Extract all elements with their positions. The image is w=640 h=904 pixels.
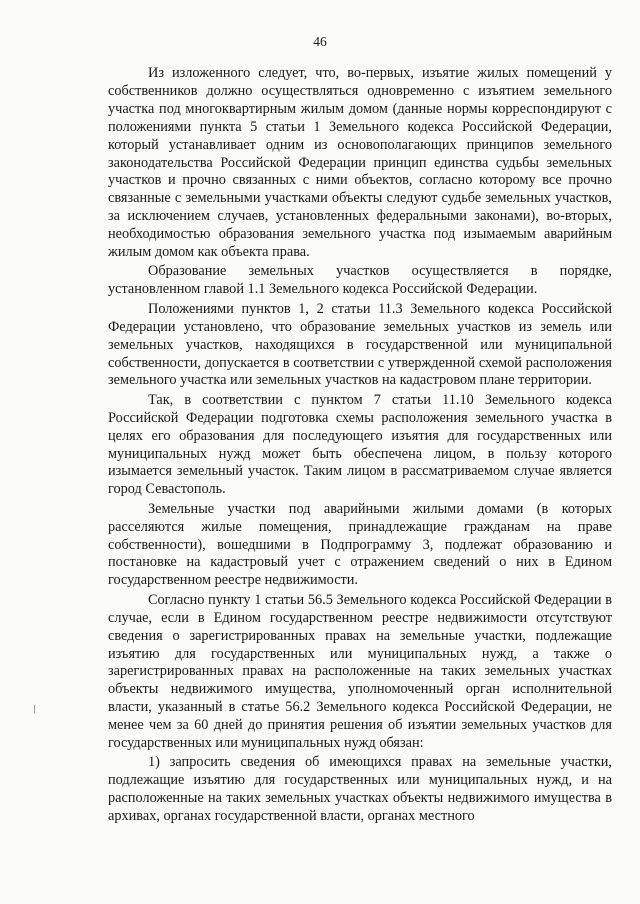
paragraph-list-item-1: 1) запросить сведения об имеющихся правах на земельные участки, подлежащие изъятию для государственных или муниципальных нужд, и на расположенные на таких земельных участках объекты недвижимого имущества в архивах, органах государственной власти, органах местного [108,754,612,825]
paragraph-seizure-conclusion: Из изложенного следует, что, во-первых, изъятие жилых помещений у собственников должно осуществляться одновременно с изъятием земельного участка под многоквартирным жилым домом (данные нормы корреспондируют с положениями пункта 5 статьи 1 Земельного кодекса Российской Федерации, который устанавливает одним из основополагающих принципов земельного законодательства Российской Федерации принцип единства судьбы земельных участков и прочно связанных с ними объектов, согласно которому все прочно связанные с земельными участками объекты следуют судьбе земельных участков, за исключением случаев, установленных федеральными законами), во-вторых, необходимостью образования земельного участка под изымаемым аварийным жилым домом как объекта права. [108,65,612,261]
paragraph-article-56-5: Согласно пункту 1 статьи 56.5 Земельного кодекса Российской Федерации в случае, если в Едином государственном реестре недвижимости отсутствуют сведения о зарегистрированных правах на земельные участки, подлежащие изъятию для государственных или муниципальных нужд, а также о зарегистрированных правах на расположенные на таких земельных участках объекты недвижимого имущества, уполномоченный орган исполнительной власти, указанный в статье 56.2 Земельного кодекса Российской Федерации, не менее чем за 60 дней до принятия решения об изъятии земельных участков для государственных или муниципальных нужд обязан: [108,591,612,752]
page-number: 46 [313,34,327,49]
paragraph-emergency-houses: Земельные участки под аварийными жилыми домами (в которых расселяются жилые помещения, принадлежащие гражданам на праве собственности), вошедшими в Подпрограмму 3, подлежат образованию и постановке на кадастровый учет с отражением сведений о них в Едином государственном реестре недвижимости. [108,500,612,589]
paragraph-article-11-10: Так, в соответствии с пунктом 7 статьи 11.10 Земельного кодекса Российской Федерации подготовка схемы расположения земельного участка в целях его образования для последующего изъятия для государственных или муниципальных нужд может быть обеспечена лицом, в пользу которого изымается земельный участок. Таким лицом в рассматриваемом случае является город Севастополь. [108,391,612,498]
paragraph-article-11-3: Положениями пунктов 1, 2 статьи 11.3 Земельного кодекса Российской Федерации установлено, что образование земельных участков из земель или земельных участков, находящихся в государственной или муниципальной собственности, допускается в соответствии с утвержденной схемой расположения земельного участка или земельных участков на кадастровом плане территории. [108,300,612,389]
document-body [108,65,612,828]
scan-mark [34,705,35,713]
paragraph-land-formation: Образование земельных участков осуществляется в порядке, установленном главой 1.1 Земельного кодекса Российской Федерации. [108,263,612,298]
